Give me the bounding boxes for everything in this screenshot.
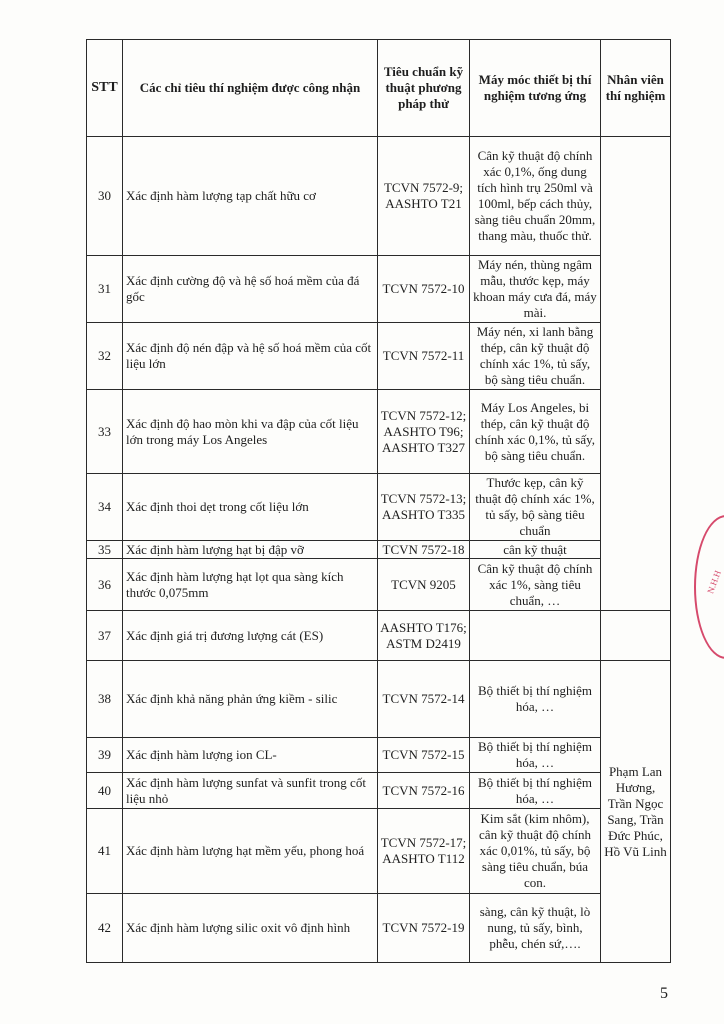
row-name: Xác định hàm lượng tạp chất hữu cơ (123, 137, 378, 256)
row-stt: 35 (87, 541, 123, 559)
header-row (87, 40, 671, 137)
row-equipment: cân kỹ thuật (470, 541, 601, 559)
table-row (87, 894, 671, 963)
row-std: TCVN 7572-11 (378, 323, 470, 390)
table-row (87, 773, 671, 809)
table-row (87, 738, 671, 773)
row-name: Xác định hàm lượng hạt mềm yếu, phong hoá (123, 809, 378, 894)
table-row (87, 137, 671, 256)
row-stt: 42 (87, 894, 123, 963)
table-row (87, 661, 671, 738)
row-std: TCVN 7572-17; AASHTO T112 (378, 809, 470, 894)
red-seal-stamp (694, 515, 724, 659)
row-equipment: sàng, cân kỹ thuật, lò nung, tủ sấy, bình, phễu, chén sứ,…. (470, 894, 601, 963)
row-std: TCVN 7572-10 (378, 256, 470, 323)
table-row (87, 541, 671, 559)
row-stt: 37 (87, 611, 123, 661)
table-row (87, 611, 671, 661)
row-stt: 38 (87, 661, 123, 738)
row-std: TCVN 7572-15 (378, 738, 470, 773)
row-std: TCVN 7572-16 (378, 773, 470, 809)
row-name: Xác định độ hao mòn khi va đập của cốt liệu lớn trong máy Los Angeles (123, 390, 378, 474)
row-stt: 30 (87, 137, 123, 256)
row-name: Xác định thoi dẹt trong cốt liệu lớn (123, 474, 378, 541)
stamp-text: N.H.H (705, 569, 723, 595)
row-stt: 32 (87, 323, 123, 390)
row-equipment: Bộ thiết bị thí nghiệm hóa, … (470, 738, 601, 773)
row-stt: 34 (87, 474, 123, 541)
row-name: Xác định hàm lượng sunfat và sunfit trong cốt liệu nhỏ (123, 773, 378, 809)
row-equipment: Máy nén, thùng ngâm mẫu, thước kẹp, máy khoan máy cưa đá, máy mài. (470, 256, 601, 323)
row-std: TCVN 7572-18 (378, 541, 470, 559)
row-name: Xác định độ nén đập và hệ số hoá mềm của cốt liệu lớn (123, 323, 378, 390)
staff-cell-empty (601, 137, 671, 611)
row-equipment: Bộ thiết bị thí nghiệm hóa, … (470, 661, 601, 738)
row-stt: 33 (87, 390, 123, 474)
row-std: TCVN 9205 (378, 559, 470, 611)
row-stt: 31 (87, 256, 123, 323)
header-std: Tiêu chuẩn kỹ thuật phương pháp thử (378, 40, 470, 137)
row-stt: 36 (87, 559, 123, 611)
row-std: TCVN 7572-19 (378, 894, 470, 963)
row-std: AASHTO T176; ASTM D2419 (378, 611, 470, 661)
table-row (87, 559, 671, 611)
row-equipment: Máy nén, xi lanh bằng thép, cân kỹ thuật độ chính xác 1%, tủ sấy, bộ sàng tiêu chuẩn. (470, 323, 601, 390)
table-row (87, 390, 671, 474)
row-equipment: Kim sắt (kim nhôm), cân kỹ thuật độ chính xác 0,01%, tủ sấy, bộ sàng tiêu chuẩn, búa con. (470, 809, 601, 894)
row-std: TCVN 7572-9; AASHTO T21 (378, 137, 470, 256)
header-equipment: Máy móc thiết bị thí nghiệm tương ứng (470, 40, 601, 137)
testing-table (86, 39, 671, 963)
row-name: Xác định khả năng phản ứng kiềm - silic (123, 661, 378, 738)
row-std: TCVN 7572-13; AASHTO T335 (378, 474, 470, 541)
row-std: TCVN 7572-14 (378, 661, 470, 738)
row-name: Xác định hàm lượng ion CL- (123, 738, 378, 773)
staff-cell-empty (601, 611, 671, 661)
row-name: Xác định cường độ và hệ số hoá mềm của đá gốc (123, 256, 378, 323)
row-name: Xác định hàm lượng silic oxit vô định hình (123, 894, 378, 963)
row-stt: 41 (87, 809, 123, 894)
row-equipment (470, 611, 601, 661)
row-equipment: Bộ thiết bị thí nghiệm hóa, … (470, 773, 601, 809)
table-row (87, 809, 671, 894)
staff-names: Phạm Lan Hương, Trần Ngọc Sang, Trần Đức Phúc, Hồ Vũ Linh (601, 661, 671, 963)
row-equipment: Thước kẹp, cân kỹ thuật độ chính xác 1%, tủ sấy, bộ sàng tiêu chuẩn (470, 474, 601, 541)
row-equipment: Cân kỹ thuật độ chính xác 0,1%, ống dung tích hình trụ 250ml và 100ml, bếp cách thủy, sàng tiêu chuẩn 20mm, thang màu, thuốc thử. (470, 137, 601, 256)
row-name: Xác định hàm lượng hạt lọt qua sàng kích thước 0,075mm (123, 559, 378, 611)
table-row (87, 323, 671, 390)
row-stt: 39 (87, 738, 123, 773)
table-row (87, 256, 671, 323)
row-name: Xác định hàm lượng hạt bị đập vỡ (123, 541, 378, 559)
row-equipment: Cân kỹ thuật độ chính xác 1%, sàng tiêu chuẩn, … (470, 559, 601, 611)
page-number: 5 (660, 985, 668, 1002)
header-stt: STT (87, 40, 123, 137)
header-staff: Nhân viên thí nghiệm (601, 40, 671, 137)
table-row (87, 474, 671, 541)
row-std: TCVN 7572-12; AASHTO T96; AASHTO T327 (378, 390, 470, 474)
row-name: Xác định giá trị đương lượng cát (ES) (123, 611, 378, 661)
row-stt: 40 (87, 773, 123, 809)
row-equipment: Máy Los Angeles, bi thép, cân kỹ thuật độ chính xác 0,1%, tủ sấy, bộ sàng tiêu chuẩn. (470, 390, 601, 474)
header-name: Các chỉ tiêu thí nghiệm được công nhận (123, 40, 378, 137)
